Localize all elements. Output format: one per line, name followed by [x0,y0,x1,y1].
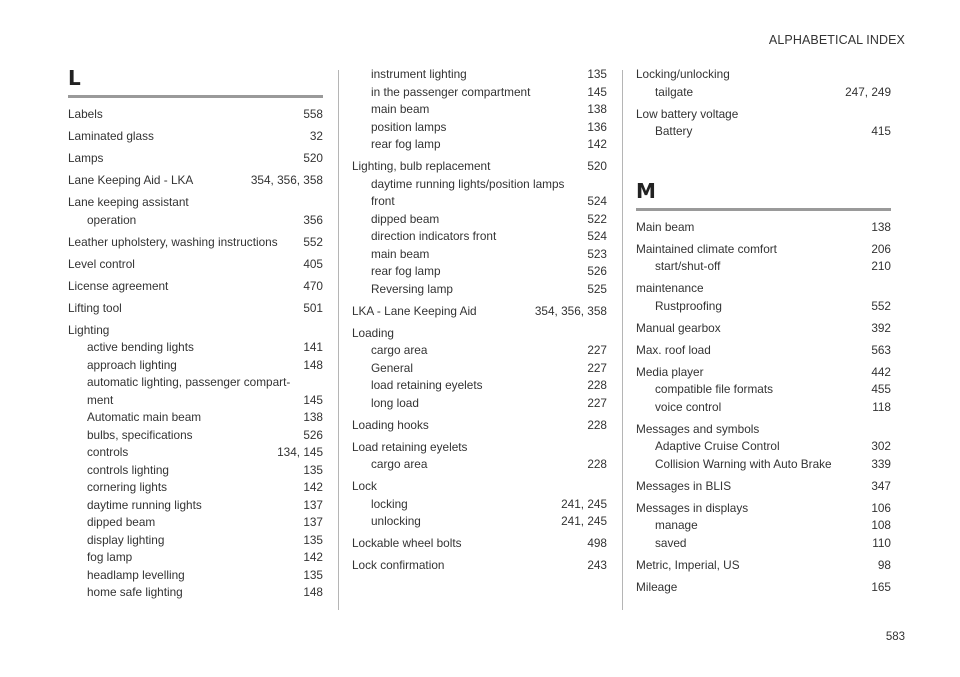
entry-list [352,66,607,575]
entry-label: LKA - Lane Keeping Aid [352,303,477,318]
index-entry [636,320,891,338]
entry-pages: 442 [871,364,891,379]
entry-line [636,241,891,259]
entry-line [68,300,323,318]
sub-entry [68,374,323,392]
entry-label: Load retaining eyelets [352,439,468,454]
sub-entry-label: start/shut-off [655,259,721,273]
entry-line [636,500,891,518]
entry-label: maintenance [636,281,704,295]
sub-entry-pages: 138 [587,102,607,116]
sub-entry-pages: 141 [303,340,323,354]
index-entry [636,421,891,474]
entry-line [636,579,891,597]
sub-entry-label: position lamps [371,119,447,134]
sub-entry-pages: 108 [871,518,891,532]
entry-line [636,280,891,298]
entry-pages: 165 [871,579,891,594]
entry-line [68,194,323,212]
sub-entry-pages: 339 [871,456,891,471]
entry-line [352,557,607,575]
entry-line [68,106,323,124]
entry-pages: 106 [871,500,891,515]
entry-line [636,342,891,360]
entry-label: Lifting tool [68,300,122,315]
sub-entry-pages: 134, 145 [277,445,323,459]
sub-entry-label: manage [655,518,698,532]
sub-entry [68,212,323,230]
sub-entry-label: Adaptive Cruise Control [655,439,780,453]
sub-entry [352,211,607,229]
sub-entry-pages: 228 [587,457,607,471]
entry-pages: 520 [303,151,323,165]
sub-entry [352,395,607,413]
sub-entry-label: front [371,194,395,208]
entry-label: Lockable wheel bolts [352,536,462,550]
sub-entry [352,263,607,281]
sub-entry-label: rear fog lamp [371,137,441,151]
sub-entry-pages: 227 [587,395,607,410]
sub-entry-label: compatible file formats [655,382,774,396]
sub-entry-pages: 145 [303,392,323,407]
sub-entry-pages: 524 [587,194,607,208]
sub-entry [636,123,891,141]
index-entry [68,322,323,602]
sub-entry-label: display lighting [87,532,165,547]
entry-pages: 138 [871,219,891,234]
sub-entry [636,517,891,535]
sub-entry-pages: 227 [587,343,607,357]
entry-pages: 501 [303,300,323,315]
entry-label: Loading hooks [352,417,429,432]
sub-entry [352,513,607,531]
sub-entry-label: active bending lights [87,340,194,354]
entry-pages: 470 [303,278,323,293]
sub-entry-pages: 135 [303,462,323,477]
sub-entry-label: Collision Warning with Auto Brake [655,456,832,471]
sub-entry-label: Rustproofing [655,298,722,313]
sub-entry-label: headlamp levelling [87,567,185,582]
entry-line [68,172,323,190]
sub-entry-pages: 110 [872,535,891,550]
index-entry [636,280,891,315]
entry-label: Manual gearbox [636,320,721,335]
sub-entry-pages: 526 [303,427,323,442]
entry-pages: 563 [871,342,891,357]
entry-line [352,535,607,553]
sub-entry-label: controls lighting [87,462,169,477]
entry-list [636,66,891,141]
sub-entry-pages: 135 [303,532,323,547]
index-entry [68,106,323,124]
entry-pages: 206 [871,241,891,256]
sub-entry [636,438,891,456]
entry-label: Messages in displays [636,500,749,515]
sub-entry [636,258,891,276]
entry-line [636,106,891,124]
sub-entry-label: unlocking [371,514,421,528]
index-entry [352,325,607,413]
entry-list [636,219,891,597]
sub-entry-pages: 137 [303,515,323,529]
sub-entry-pages: 142 [303,550,323,564]
index-entry [68,256,323,274]
sub-entry-label: General [371,360,413,375]
entry-list [68,106,323,602]
sub-entry [352,193,607,211]
section-divider-bar [636,208,891,211]
index-entry [68,278,323,296]
entry-line [352,325,607,343]
sub-entry [68,549,323,567]
sub-entry-label: cornering lights [87,480,167,494]
index-column-1 [68,66,323,602]
index-entry [636,500,891,553]
index-entry [636,557,891,575]
entry-line [68,322,323,340]
entry-label: Main beam [636,219,695,234]
section-divider-bar [68,95,323,98]
entry-pages: 392 [871,320,891,335]
index-entry [352,439,607,474]
entry-line [636,320,891,338]
sub-entry-label: in the passenger compartment [371,84,531,99]
entry-pages: 228 [587,417,607,432]
sub-entry [636,456,891,474]
entry-line [68,150,323,168]
column-divider [338,70,339,610]
sub-entry-pages: 118 [872,399,891,414]
sub-entry [68,444,323,462]
sub-entry [68,497,323,515]
sub-entry-pages: 137 [303,497,323,512]
sub-entry-label: cargo area [371,457,428,471]
section-spacer [636,141,891,179]
sub-entry [68,357,323,375]
sub-entry-label: ment [87,392,114,407]
entry-pages: 498 [587,536,607,550]
sub-entry [352,66,607,84]
sub-entry-label: Battery [655,124,693,138]
entry-line [352,478,607,496]
index-entry [68,300,323,318]
sub-entry-label: locking [371,496,408,511]
entry-pages: 243 [587,558,607,572]
sub-entry-pages: 142 [303,480,323,494]
sub-entry-pages: 524 [587,229,607,243]
page-header-title: ALPHABETICAL INDEX [768,33,905,47]
sub-entry-pages: 526 [587,264,607,278]
sub-entry [68,514,323,532]
index-column-3 [636,66,891,596]
sub-entry-pages: 145 [587,84,607,99]
sub-entry-label: direction indicators front [371,229,497,243]
entry-pages: 354, 356, 358 [534,303,607,318]
sub-entry [636,84,891,102]
entry-line [636,219,891,237]
entry-pages: 32 [309,129,323,143]
entry-line [68,234,323,252]
entry-line [68,256,323,274]
entry-pages: 405 [303,256,323,271]
entry-label: Lane keeping assistant [68,195,189,209]
sub-entry-label: controls [87,445,129,459]
entry-line [68,128,323,146]
sub-entry [68,584,323,602]
sub-entry [352,176,607,194]
sub-entry [352,228,607,246]
sub-entry-label: cargo area [371,343,428,357]
sub-entry [352,84,607,102]
section-letter-l: L [68,66,81,90]
index-entry [68,194,323,229]
sub-entry-pages: 135 [587,67,607,81]
sub-entry-pages: 227 [587,360,607,375]
entry-label: Mileage [636,579,678,594]
sub-entry [68,479,323,497]
sub-entry-pages: 247, 249 [845,84,891,99]
section-letter-m: M [636,178,656,203]
sub-entry-label: long load [371,395,419,410]
sub-entry [352,119,607,137]
sub-entry-pages: 135 [303,567,323,582]
sub-entry-label: rear fog lamp [371,264,441,278]
sub-entry [68,462,323,480]
sub-entry-label: Reversing lamp [371,281,453,296]
sub-entry-pages: 228 [587,378,607,392]
entry-label: Labels [68,107,103,121]
column-divider [622,70,623,610]
index-entry [636,342,891,360]
sub-entry [352,456,607,474]
entry-label: Messages in BLIS [636,478,732,493]
sub-entry-label: saved [655,535,687,550]
sub-entry-label: dipped beam [371,211,440,226]
sub-entry-pages: 241, 245 [561,514,607,528]
sub-entry-label: fog lamp [87,550,133,564]
index-entry [352,535,607,553]
index-entry [352,158,607,298]
entry-line [636,421,891,439]
sub-entry-label: operation [87,212,137,227]
entry-pages: 347 [871,478,891,493]
entry-label: Lock confirmation [352,558,445,572]
entry-label: Loading [352,325,394,340]
sub-entry-pages: 356 [303,212,323,227]
index-entry [352,66,607,154]
sub-entry-label: voice control [655,399,722,414]
entry-line [636,364,891,382]
entry-line [352,439,607,457]
entry-label: Media player [636,364,704,379]
sub-entry [352,136,607,154]
sub-entry-pages: 148 [303,357,323,372]
sub-entry [68,409,323,427]
sub-entry [352,342,607,360]
sub-entry [352,281,607,299]
sub-entry [68,532,323,550]
sub-entry-label: bulbs, specifications [87,427,193,442]
entry-label: Maintained climate comfort [636,241,777,256]
sub-entry-label: automatic lighting, passenger compart- [87,375,291,389]
sub-entry-label: approach lighting [87,357,177,372]
entry-label: Lamps [68,151,104,165]
index-entry [352,478,607,531]
entry-label: Low battery voltage [636,106,739,121]
index-entry [352,303,607,321]
sub-entry-label: dipped beam [87,515,156,529]
entry-label: Max. roof load [636,342,711,357]
sub-entry-label: daytime running lights [87,497,202,512]
sub-entry [636,535,891,553]
entry-pages: 520 [587,159,607,173]
sub-entry-label: Automatic main beam [87,410,202,424]
sub-entry [352,246,607,264]
entry-label: Messages and symbols [636,421,760,436]
sub-entry [352,101,607,119]
index-entry [636,364,891,417]
sub-entry-label: load retaining eyelets [371,378,483,392]
sub-entry [636,381,891,399]
index-entry [68,150,323,168]
entry-line [352,303,607,321]
sub-entry-label: home safe lighting [87,585,183,599]
entry-label: Metric, Imperial, US [636,557,740,572]
entry-label: Leather upholstery, washing instructions [68,234,278,249]
entry-label: Lock [352,479,377,493]
entry-line [636,478,891,496]
entry-label: Lane Keeping Aid - LKA [68,173,194,187]
sub-entry-pages: 522 [587,211,607,226]
sub-entry-pages: 455 [871,382,891,396]
sub-entry [636,298,891,316]
sub-entry-pages: 523 [587,246,607,261]
sub-entry-pages: 241, 245 [561,496,607,511]
sub-entry-pages: 210 [871,259,891,273]
index-entry [636,219,891,237]
sub-entry-label: main beam [371,246,430,261]
entry-label: Level control [68,256,135,271]
index-entry [68,128,323,146]
index-entry [352,417,607,435]
sub-entry-pages: 148 [303,585,323,599]
entry-label: Lighting, bulb replacement [352,159,491,173]
sub-entry-label: tailgate [655,84,694,99]
entry-pages: 558 [303,107,323,121]
sub-entry-pages: 302 [871,439,891,453]
sub-entry-pages: 136 [587,119,607,134]
index-entry [636,241,891,276]
sub-entry [68,427,323,445]
sub-entry [636,399,891,417]
sub-entry-pages: 142 [587,137,607,151]
sub-entry [68,392,323,410]
sub-entry-pages: 525 [587,281,607,296]
index-entry [68,172,323,190]
entry-pages: 98 [877,557,891,572]
sub-entry-label: main beam [371,102,430,116]
index-entry [636,478,891,496]
entry-pages: 552 [303,234,323,249]
sub-entry [352,377,607,395]
entry-line [68,278,323,296]
index-entry [636,66,891,101]
sub-entry [352,360,607,378]
entry-line [352,417,607,435]
sub-entry-label: instrument lighting [371,67,467,81]
entry-label: Locking/unlocking [636,67,730,81]
index-entry [636,579,891,597]
entry-label: Lighting [68,322,110,337]
sub-entry-label: daytime running lights/position lamps [371,176,565,191]
sub-entry [68,339,323,357]
entry-line [352,158,607,176]
sub-entry-pages: 415 [871,124,891,138]
entry-line [636,557,891,575]
sub-entry [68,567,323,585]
entry-line [636,66,891,84]
index-column-2 [352,66,607,575]
entry-label: Laminated glass [68,129,154,143]
sub-entry-pages: 138 [303,410,323,424]
entry-label: License agreement [68,278,169,293]
index-entry [352,557,607,575]
page-number: 583 [885,631,905,643]
index-entry [68,234,323,252]
entry-pages: 354, 356, 358 [250,173,323,187]
sub-entry [352,496,607,514]
index-entry [636,106,891,141]
sub-entry-pages: 552 [871,298,891,313]
